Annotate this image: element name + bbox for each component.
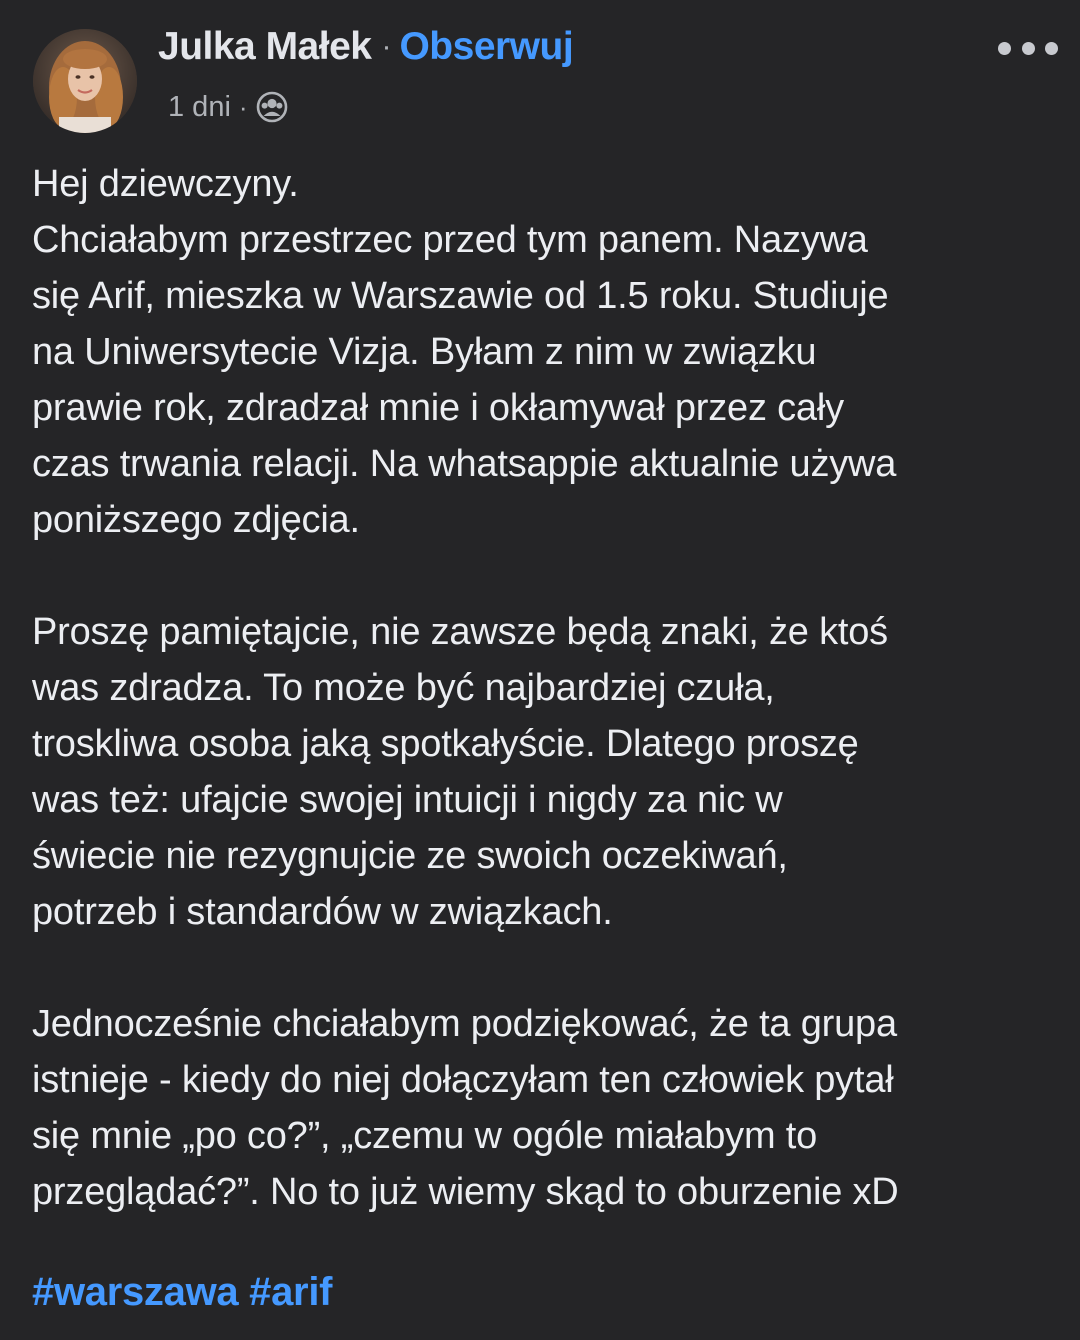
post-text-line: Jednocześnie chciałabym podziękować, że ta grupa bbox=[32, 1003, 897, 1045]
hashtag-link[interactable]: #arif bbox=[249, 1270, 333, 1314]
post-text-line: Hej dziewczyny. bbox=[32, 163, 299, 205]
post-header bbox=[0, 0, 1080, 140]
post-text-line: prawie rok, zdradzał mnie i okłamywał przez cały bbox=[32, 387, 844, 429]
post-text-line: istnieje - kiedy do niej dołączyłam ten człowiek pytał bbox=[32, 1059, 894, 1101]
more-options-icon bbox=[1022, 42, 1035, 55]
more-options-icon bbox=[998, 42, 1011, 55]
paragraph-gap bbox=[32, 940, 1062, 996]
post-text-line: przeglądać?”. No to już wiemy skąd to oburzenie xD bbox=[32, 1171, 899, 1213]
post-meta bbox=[168, 86, 288, 128]
post-text-line: was też: ufajcie swojej intuicji i nigdy za nic w bbox=[32, 779, 783, 821]
avatar[interactable] bbox=[33, 29, 137, 133]
author-line bbox=[158, 24, 573, 70]
more-options-button[interactable] bbox=[998, 30, 1058, 66]
post-timestamp[interactable]: 1 dni bbox=[168, 90, 231, 123]
post-text-line: świecie nie rezygnujcie ze swoich oczekiwań, bbox=[32, 835, 788, 877]
post-text-line: troskliwa osoba jaką spotkałyście. Dlatego proszę bbox=[32, 723, 859, 765]
post-text-line: się Arif, mieszka w Warszawie od 1.5 roku. Studiuje bbox=[32, 275, 889, 317]
post-text-line: Chciałabym przestrzec przed tym panem. Nazywa bbox=[32, 219, 868, 261]
author-name[interactable]: Julka Małek bbox=[158, 25, 372, 68]
hashtags bbox=[32, 1270, 332, 1326]
separator-dot: · bbox=[381, 30, 392, 63]
group-members-icon bbox=[256, 91, 288, 123]
hashtag-link[interactable]: #warszawa bbox=[32, 1270, 239, 1314]
meta-separator-dot: · bbox=[238, 91, 248, 122]
post-text-line: czas trwania relacji. Na whatsappie aktualnie używa bbox=[32, 443, 897, 485]
post-text-line: potrzeb i standardów w związkach. bbox=[32, 891, 613, 933]
post-text-line: się mnie „po co?”, „czemu w ogóle miałabym to bbox=[32, 1115, 818, 1157]
post-body bbox=[32, 156, 1062, 1220]
post-text-line: poniższego zdjęcia. bbox=[32, 499, 360, 541]
follow-button[interactable]: Obserwuj bbox=[399, 25, 574, 68]
post-text-line: na Uniwersytecie Vizja. Byłam z nim w związku bbox=[32, 331, 817, 373]
post-text-line: was zdradza. To może być najbardziej czuła, bbox=[32, 667, 775, 709]
post-text-line: Proszę pamiętajcie, nie zawsze będą znaki, że ktoś bbox=[32, 611, 888, 653]
paragraph-gap bbox=[32, 548, 1062, 604]
more-options-icon bbox=[1045, 42, 1058, 55]
